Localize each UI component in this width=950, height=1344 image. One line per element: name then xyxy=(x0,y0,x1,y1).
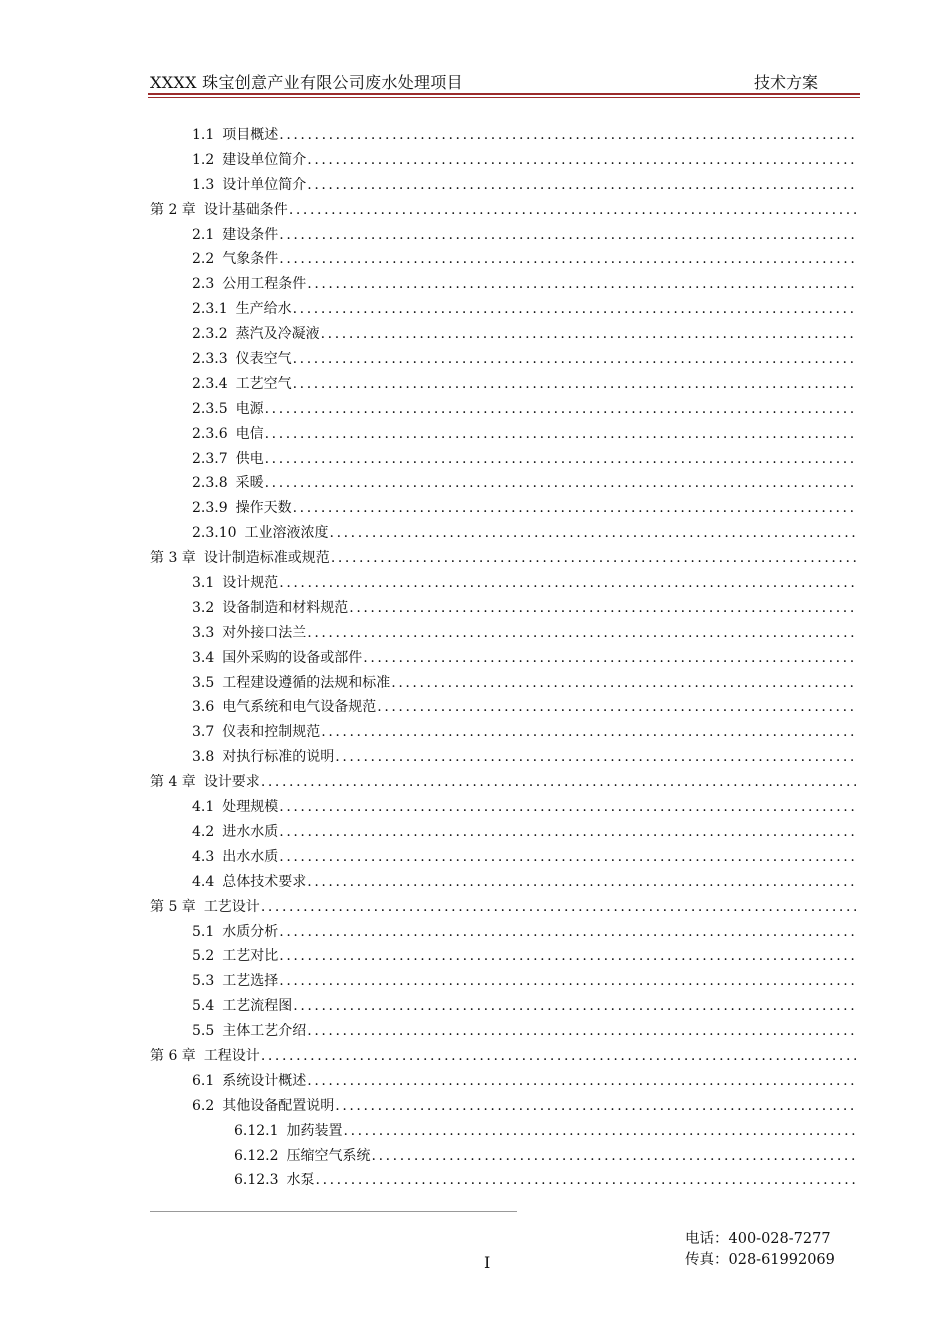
toc-entry-number: 第 3 章 xyxy=(150,550,196,567)
toc-entry-title: 工程建设遵循的法规和标准 xyxy=(222,674,391,691)
toc-dot-leader xyxy=(321,326,856,342)
toc-entry[interactable] xyxy=(150,373,856,398)
toc-entry[interactable] xyxy=(150,1120,856,1145)
toc-entry-title: 系统设计概述 xyxy=(222,1072,307,1089)
toc-dot-leader xyxy=(321,724,856,740)
toc-entry-number: 3.5 xyxy=(192,674,215,691)
toc-entry[interactable] xyxy=(150,1070,856,1095)
toc-entry[interactable] xyxy=(150,224,856,249)
toc-entry[interactable] xyxy=(150,746,856,771)
toc-chapter-entry[interactable] xyxy=(150,896,856,921)
toc-entry-title: 项目概述 xyxy=(222,127,279,143)
toc-entry-title: 操作天数 xyxy=(235,500,292,517)
toc-entry-number: 6.12.3 xyxy=(234,1172,279,1189)
toc-entry-number: 2.3.8 xyxy=(192,475,228,492)
toc-entry-title: 电源 xyxy=(235,400,264,417)
toc-entry-title: 仪表和控制规范 xyxy=(222,724,321,741)
toc-dot-leader xyxy=(307,1023,856,1039)
toc-entry-number: 2.3.5 xyxy=(192,400,228,417)
toc-dot-leader xyxy=(331,550,856,566)
toc-dot-leader xyxy=(279,824,856,840)
toc-entry[interactable] xyxy=(150,821,856,846)
toc-entry[interactable] xyxy=(150,672,856,697)
toc-entry-number: 5.4 xyxy=(192,998,215,1015)
toc-entry[interactable] xyxy=(150,472,856,497)
toc-dot-leader xyxy=(279,799,856,815)
toc-entry[interactable] xyxy=(150,572,856,597)
toc-entry-title: 气象条件 xyxy=(222,251,279,268)
toc-entry-title: 加药装置 xyxy=(286,1122,343,1139)
toc-entry-number: 3.3 xyxy=(192,624,215,641)
toc-entry-number: 2.1 xyxy=(192,226,215,243)
toc-dot-leader xyxy=(307,874,856,890)
toc-entry-number: 3.7 xyxy=(192,724,215,741)
toc-entry-number: 1.2 xyxy=(192,151,215,168)
toc-entry[interactable] xyxy=(150,995,856,1020)
toc-entry[interactable] xyxy=(150,696,856,721)
toc-chapter-entry[interactable] xyxy=(150,771,856,796)
toc-dot-leader xyxy=(265,451,856,467)
toc-entry-title: 采暖 xyxy=(235,475,264,492)
toc-dot-leader xyxy=(316,1172,856,1188)
toc-dot-leader xyxy=(279,849,856,865)
toc-entry-title: 总体技术要求 xyxy=(222,873,307,890)
toc-entry-title: 设备制造和材料规范 xyxy=(222,599,349,616)
toc-entry-title: 工业溶液浓度 xyxy=(244,525,329,542)
toc-entry-number: 1.1 xyxy=(192,127,215,143)
toc-dot-leader xyxy=(261,774,856,790)
toc-entry-title: 工艺空气 xyxy=(235,375,292,392)
toc-dot-leader xyxy=(293,998,856,1014)
toc-entry[interactable] xyxy=(150,970,856,995)
toc-entry[interactable] xyxy=(150,248,856,273)
page-number: I xyxy=(484,1253,491,1272)
toc-dot-leader xyxy=(344,1123,856,1139)
footer-phone: 电话：400-028-7277 xyxy=(685,1231,831,1247)
toc-entry-number: 6.12.1 xyxy=(234,1122,279,1139)
toc-entry[interactable] xyxy=(150,1169,856,1194)
header-rule-thin xyxy=(148,97,860,98)
toc-dot-leader xyxy=(261,1048,856,1064)
toc-entry-title: 压缩空气系统 xyxy=(286,1147,371,1164)
toc-entry-title: 工艺对比 xyxy=(222,948,279,965)
toc-entry[interactable] xyxy=(150,298,856,323)
toc-entry-title: 工艺流程图 xyxy=(222,998,293,1015)
toc-entry[interactable] xyxy=(150,149,856,174)
toc-entry-number: 2.3 xyxy=(192,276,215,293)
toc-entry-number: 3.4 xyxy=(192,649,215,666)
toc-entry-number: 2.3.3 xyxy=(192,351,228,368)
toc-dot-leader xyxy=(279,227,856,243)
toc-entry-number: 第 5 章 xyxy=(150,898,196,915)
toc-entry-number: 第 4 章 xyxy=(150,774,196,791)
toc-dot-leader xyxy=(349,600,856,616)
toc-entry-number: 2.3.9 xyxy=(192,500,228,517)
toc-entry-number: 6.1 xyxy=(192,1072,215,1089)
toc-entry-number: 第 6 章 xyxy=(150,1047,196,1064)
toc-dot-leader xyxy=(335,749,856,765)
toc-dot-leader xyxy=(307,625,856,641)
toc-dot-leader xyxy=(307,177,856,193)
toc-dot-leader xyxy=(372,1148,856,1164)
toc-entry-number: 3.2 xyxy=(192,599,215,616)
header-rule-thick xyxy=(148,93,860,95)
footer-fax: 传真：028-61992069 xyxy=(685,1252,835,1268)
toc-entry-title: 工艺设计 xyxy=(203,898,260,915)
toc-entry[interactable] xyxy=(150,423,856,448)
toc-dot-leader xyxy=(391,675,856,691)
toc-dot-leader xyxy=(363,650,856,666)
toc-entry[interactable] xyxy=(150,597,856,622)
toc-entry-title: 电气系统和电气设备规范 xyxy=(222,699,377,716)
toc-entry-title: 进水水质 xyxy=(222,823,279,840)
toc-entry-title: 国外采购的设备或部件 xyxy=(222,649,363,666)
toc-entry-title: 公用工程条件 xyxy=(222,276,307,293)
toc-entry-number: 2.2 xyxy=(192,251,215,268)
toc-entry[interactable] xyxy=(150,622,856,647)
toc-entry-number: 6.2 xyxy=(192,1097,215,1114)
toc-entry-title: 对外接口法兰 xyxy=(222,624,307,641)
toc-entry-title: 设计要求 xyxy=(203,774,260,791)
toc-entry-number: 5.2 xyxy=(192,948,215,965)
toc-entry-title: 供电 xyxy=(235,450,264,467)
toc-entry[interactable] xyxy=(150,871,856,896)
toc-entry-number: 1.3 xyxy=(192,176,215,193)
toc-entry[interactable] xyxy=(150,522,856,547)
toc-entry-number: 3.6 xyxy=(192,699,215,716)
toc-entry-number: 4.2 xyxy=(192,823,215,840)
toc-dot-leader xyxy=(265,475,856,491)
toc-entry[interactable] xyxy=(150,796,856,821)
toc-entry-number: 2.3.2 xyxy=(192,326,228,343)
toc-dot-leader xyxy=(279,127,856,143)
toc-entry-title: 建设单位简介 xyxy=(222,151,307,168)
toc-entry[interactable] xyxy=(150,448,856,473)
toc-dot-leader xyxy=(293,500,856,516)
toc-entry-title: 电信 xyxy=(235,425,264,442)
toc-entry-number: 4.1 xyxy=(192,799,215,816)
toc-entry-title: 蒸汽及冷凝液 xyxy=(235,326,320,343)
toc-entry[interactable] xyxy=(150,1095,856,1120)
toc-entry-number: 2.3.7 xyxy=(192,450,228,467)
toc-entry[interactable] xyxy=(150,398,856,423)
toc-entry[interactable] xyxy=(150,323,856,348)
toc-dot-leader xyxy=(335,1098,856,1114)
toc-dot-leader xyxy=(293,351,856,367)
toc-entry-number: 2.3.10 xyxy=(192,525,237,542)
toc-entry-title: 建设条件 xyxy=(222,226,279,243)
toc-entry[interactable] xyxy=(150,124,856,149)
toc-entry-number: 3.1 xyxy=(192,575,215,592)
toc-entry[interactable] xyxy=(150,647,856,672)
toc-entry-number: 5.1 xyxy=(192,923,215,940)
toc-chapter-entry[interactable] xyxy=(150,1045,856,1070)
toc-entry-title: 工艺选择 xyxy=(222,973,279,990)
toc-dot-leader xyxy=(330,525,856,541)
toc-entry-title: 主体工艺介绍 xyxy=(222,1023,307,1040)
toc-entry[interactable] xyxy=(150,1145,856,1170)
toc-entry-number: 2.3.6 xyxy=(192,425,228,442)
toc-dot-leader xyxy=(265,426,856,442)
toc-dot-leader xyxy=(307,276,856,292)
toc-entry[interactable] xyxy=(150,721,856,746)
toc-dot-leader xyxy=(279,924,856,940)
toc-dot-leader xyxy=(279,973,856,989)
toc-entry-number: 5.3 xyxy=(192,973,215,990)
toc-entry-title: 水泵 xyxy=(286,1172,315,1189)
toc-dot-leader xyxy=(293,301,856,317)
toc-entry-number: 2.3.4 xyxy=(192,375,228,392)
toc-dot-leader xyxy=(279,948,856,964)
toc-chapter-entry[interactable] xyxy=(150,547,856,572)
toc-entry-title: 设计单位简介 xyxy=(222,176,307,193)
toc-dot-leader xyxy=(279,575,856,591)
toc-dot-leader xyxy=(261,899,856,915)
toc-entry[interactable] xyxy=(150,348,856,373)
toc-entry-title: 设计基础条件 xyxy=(203,201,288,218)
toc-entry-number: 2.3.1 xyxy=(192,301,228,318)
toc-dot-leader xyxy=(307,152,856,168)
document-header-section: 技术方案 xyxy=(754,73,819,92)
toc-entry-title: 设计制造标准或规范 xyxy=(203,550,330,567)
toc-entry-title: 处理规模 xyxy=(222,799,279,816)
toc-entry[interactable] xyxy=(150,273,856,298)
toc-entry-number: 5.5 xyxy=(192,1023,215,1040)
toc-entry[interactable] xyxy=(150,497,856,522)
toc-entry-number: 4.3 xyxy=(192,848,215,865)
toc-entry-title: 设计规范 xyxy=(222,575,279,592)
toc-dot-leader xyxy=(377,699,856,715)
toc-entry-title: 水质分析 xyxy=(222,923,279,940)
toc-entry-number: 3.8 xyxy=(192,749,215,766)
toc-entry-title: 出水水质 xyxy=(222,848,279,865)
toc-entry[interactable] xyxy=(150,174,856,199)
toc-dot-leader xyxy=(289,202,856,218)
toc-entry-number: 4.4 xyxy=(192,873,215,890)
footer-rule xyxy=(150,1211,517,1212)
toc-entry-number: 第 2 章 xyxy=(150,201,196,218)
toc-entry-title: 仪表空气 xyxy=(235,351,292,368)
table-of-contents xyxy=(150,124,856,1194)
toc-entry-title: 对执行标准的说明 xyxy=(222,749,335,766)
toc-entry[interactable] xyxy=(150,1020,856,1045)
toc-dot-leader xyxy=(293,376,856,392)
toc-entry-title: 其他设备配置说明 xyxy=(222,1097,335,1114)
toc-entry-title: 生产给水 xyxy=(235,301,292,318)
toc-chapter-entry[interactable] xyxy=(150,199,856,224)
toc-dot-leader xyxy=(265,401,856,417)
document-header-title: XXXX 珠宝创意产业有限公司废水处理项目 xyxy=(150,73,463,92)
toc-entry[interactable] xyxy=(150,921,856,946)
toc-entry-title: 工程设计 xyxy=(203,1047,260,1064)
toc-entry[interactable] xyxy=(150,945,856,970)
toc-dot-leader xyxy=(307,1073,856,1089)
toc-entry[interactable] xyxy=(150,846,856,871)
toc-entry-number: 6.12.2 xyxy=(234,1147,279,1164)
toc-dot-leader xyxy=(279,251,856,267)
